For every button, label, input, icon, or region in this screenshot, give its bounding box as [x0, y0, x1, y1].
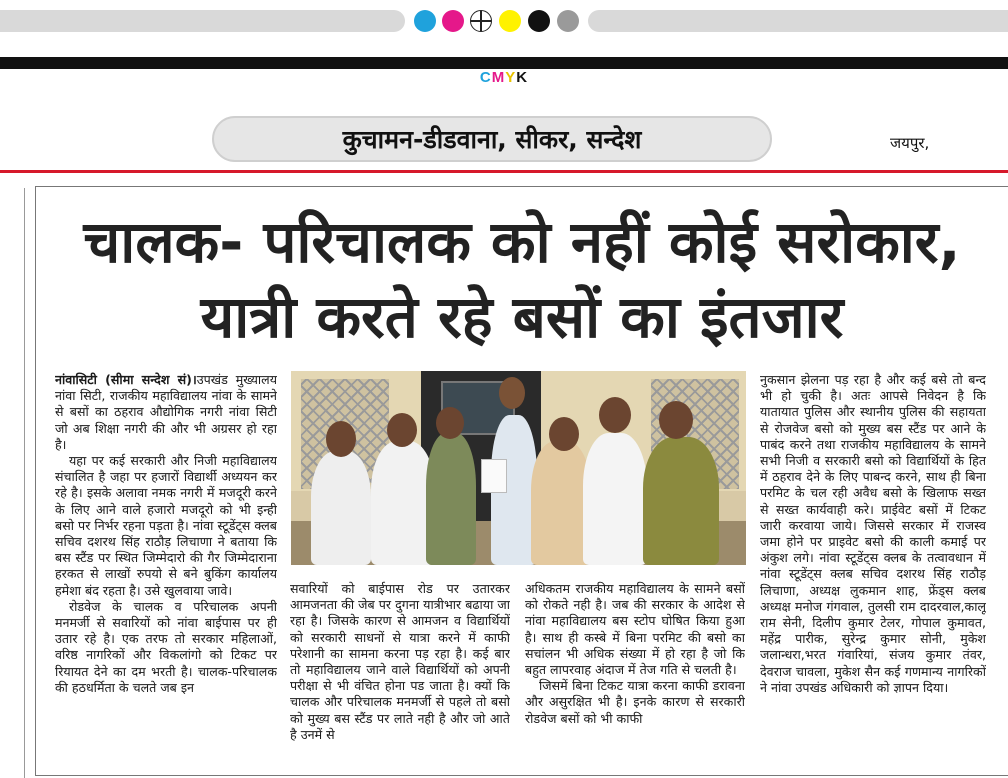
headline-line-1: चालक- परिचालक को नहीं कोई सरोकार, — [83, 208, 961, 276]
registration-bar-right — [588, 10, 1008, 32]
news-photo — [291, 371, 746, 565]
dateline: नांवासिटी (सीमा सन्देश सं)। — [55, 372, 197, 387]
cyan-registration-dot — [414, 10, 436, 32]
crosshair-registration-icon — [470, 10, 492, 32]
column-3-paragraph-2: जिसमें बिना टिकट यात्रा करना काफी डरावना और असुरक्षित भी है। इनके कारण से सरकारी रोडवेज बसों को भी काफी — [525, 678, 745, 726]
registration-bar-left — [0, 10, 405, 32]
black-registration-dot — [528, 10, 550, 32]
section-rule — [0, 170, 1008, 173]
column-1-paragraph-1: नांवासिटी (सीमा सन्देश सं)।उपखंड मुख्यालय नांवा सिटी, राजकीय महाविद्यालय नांवा के सामने से बसों का ठहराव औद्योगिक नगरी नांवा सिटी जो अब शिक्षा नगरी की और भी अग्रसर हो रहा है। — [55, 372, 277, 452]
article-column-2 — [290, 581, 510, 767]
headline-line-2: यात्री करते रहे बसों का इंतजार — [200, 283, 844, 351]
column-1-paragraph-3: रोडवेज के चालक व परिचालक अपनी मनमर्जी से सवारियों को नांवा बाईपास पर ही उतार रहे है। एक तरफ तो सरकार महिलाओं, वरिष्ठ नागरिकों और विकलांगो को टिकट पर रियायत देने का दम भरती है। चालक-परिचालक की हठधर्मिता के चलते जब इन — [55, 598, 277, 695]
column-4-paragraph-1: नुकसान झेलना पड़ रहा है और कई बसे तो बन्द भी हो चुकी है। अतः आपसे निवेदन है कि यातायात पुलिस और स्थानीय पुलिस की सहायता से रोजवेज बसो को मुख्य बस स्टैंड पर आने के पाबंद करने तथा राजकीय महाविद्यालय के सामने सभी निजी व सरकारी बसो को विद्यार्थियों के हित में ठहराव देने के लिए पाबन्द करने, साथ ही बिना परमिट के चल रही अवैध बसो के खिलाफ सख्त से सख्त कार्यवाही करे। प्राईवेट बसों में टिकट जारी करवाया जाये। जिससे सरकार में राजस्व जमा होने पर प्राइवेट बसो की काली कमाई पर अंकुश लगे। नांवा स्टूडेंट्स क्लब के तत्वावधान में नांवा स्टूडेंट्स क्लब सचिव दशरथ सिंह राठौड़ लिचाणा, अध्यक्ष लुकमान शाह, फ्रेंड्स क्लब अध्यक्ष मनोज गंगवाल, तुलसी राम दादरवाल,कालू राम सेनी, दिलीप कुमार टेलर, गोपाल कुमावत, महेंद्र पारीक, सुरेन्द्र कुमार सोनी, मुकेश जलान्धरा,भरत गंवारियां, संजय कुमार तंवर, देवराज चावला, मुकेश सैन कई गणमान्य नागरिकों ने नांवा उपखंड अधिकारी को ज्ञापन दिया। — [760, 372, 986, 695]
page-top-rule — [0, 57, 1008, 69]
column-1-paragraph-2: यहा पर कई सरकारी और निजी महाविद्यालय संचालित है जहा पर हजारों विद्यार्थी अध्ययन कर रहे है। इसके अलावा नमक नगरी में मजदूरी करने के लिए आने वाले हजारो मजदूरो को भी इन्ही बसो पर निर्भर रहना पड़ता है। नांवा स्टूडेंट्स क्लब सचिव दशरथ सिंह राठौड़ लिचाणा ने बताया कि बस स्टैंड पर स्थित जिम्मेदारो की गैर जिम्मेदाराना हरकत से लाखों रुपयो से बने बुकिंग कार्यालय हमेशा बंद रहता है। उसे खुलवाया जावे। — [55, 453, 277, 598]
column-2-paragraph-1: सवारियों को बाईपास रोड पर उतारकर आमजनता की जेब पर दुगना यात्रीभार बढाया जा रहा है। जिसके कारण से आमजन व विद्यार्थियों को सरकारी साधनों से यात्रा करने में काफी परेशानी का सामना करना पड़ रहा है। कई बार तो महाविद्यालय जाने वाले विद्यार्थियों को अपनी परीक्षा से भी वंचित होना पड जाता है। क्यों कि चालक और परिचालक मनमर्जी से पहले तो बसो को मुख्य बस स्टैंड पर लाते नही है और जो आते है उनमें से — [290, 581, 510, 742]
edition-label: जयपुर, — [890, 134, 930, 152]
section-title: कुचामन-डीडवाना, सीकर, सन्देश — [212, 116, 772, 162]
article-column-3 — [525, 581, 745, 767]
yellow-registration-dot — [499, 10, 521, 32]
article-column-1 — [55, 372, 277, 768]
cmyk-label: CMYK — [479, 69, 529, 86]
column-3-paragraph-1: अधिकतम राजकीय महाविद्यालय के सामने बसों को रोकते नही है। जब की सरकार के आदेश से नांवा महाविद्यालय बस स्टोप घोषित किया हुआ है। साथ ही कस्बे में बिना परमिट की बसो का सचांलन भी अधिक संख्या में हो रहा है जो कि बहुत लापरवाह अंदाज में तेज गति से चलती है। — [525, 581, 745, 678]
adjacent-article-edge — [0, 188, 25, 778]
article-column-4 — [760, 372, 986, 768]
gray-registration-dot — [557, 10, 579, 32]
magenta-registration-dot — [442, 10, 464, 32]
